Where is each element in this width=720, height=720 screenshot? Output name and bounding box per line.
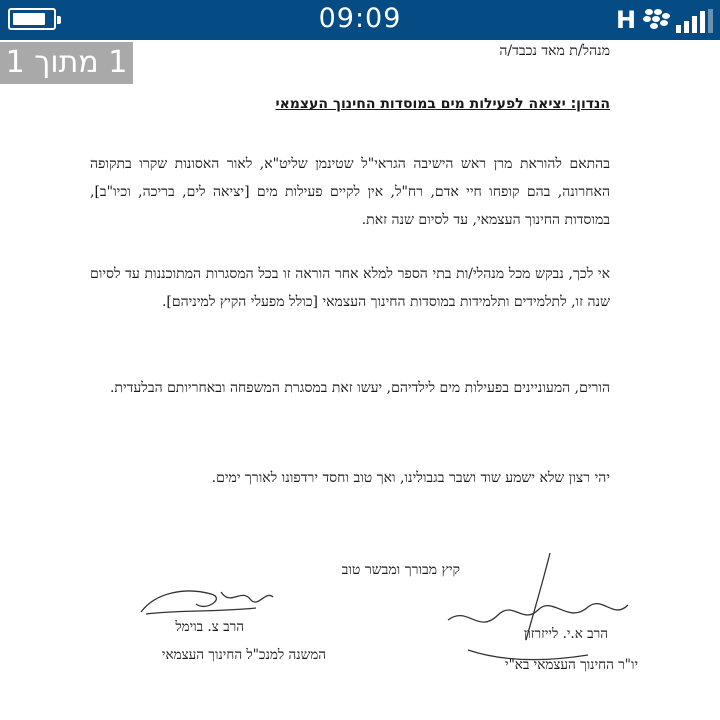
- salutation: מנהל/ת מאד נכבד/ה: [499, 43, 610, 59]
- signal-bar: [676, 25, 681, 33]
- signal-strength-icon: [676, 9, 716, 33]
- signature-scrawl-right: [438, 545, 638, 675]
- paragraph-2: אי לכך, נבקש מכל מנהלי/ות בתי הספר למלא אחר הוראה זו בכל המסגרות המתוכננות עד לסיום שנה זו, לתלמידים ותלמידות במוסדות החינוך העצמאי [כולל מפעלי הקיץ למיניהם].: [90, 266, 610, 310]
- signer-1-name: הרב א.י. לייזרזון: [523, 626, 608, 642]
- closing-line: קיץ מבורך ומבשר טוב: [341, 562, 460, 578]
- signer-1-title: יו"ר החינוך העצמאי בא"י: [505, 657, 638, 673]
- signer-2-name: הרב צ. בוימל: [175, 619, 244, 635]
- page-indicator: 1 מתוך 1: [0, 42, 133, 84]
- signal-bar: [692, 16, 697, 33]
- signer-2-title: המשנה למנכ"ל החינוך העצמאי: [161, 647, 326, 663]
- signal-bar: [708, 9, 713, 33]
- document-page: [0, 40, 720, 720]
- signal-bar: [684, 21, 689, 33]
- network-type-indicator: H: [616, 6, 637, 34]
- subject-line: הנדון: יציאה לפעילות מים במוסדות החינוך העצמאי: [275, 96, 610, 112]
- signal-bar: [700, 11, 705, 33]
- status-bar: [0, 0, 720, 40]
- paragraph-1: בהתאם להוראת מרן ראש הישיבה הגראי"ל שטינמן שליט"א, לאור האסונות שקרו בתקופה האחרונה, בהם קופחו חיי אדם, רח"ל, אין לקיים פעילות מים [יציאה לים, בריכה, וכיו"ב], במוסדות החינוך העצמאי, עד לסיום שנה זאת.: [90, 156, 610, 228]
- blackberry-logo-icon: [643, 8, 671, 30]
- status-time: 09:09: [318, 3, 402, 34]
- signature-scrawl-left: [136, 582, 276, 622]
- paragraph-3: הורים, המעוניינים בפעילות מים לילדיהם, יעשו זאת במסגרת המשפחה ובאחריותם הבלעדית.: [109, 380, 610, 396]
- paragraph-4: יהי רצון שלא ישמע שוד ושבר בגבולינו, ואך טוב וחסד ירדפונו לאורך ימים.: [211, 470, 610, 486]
